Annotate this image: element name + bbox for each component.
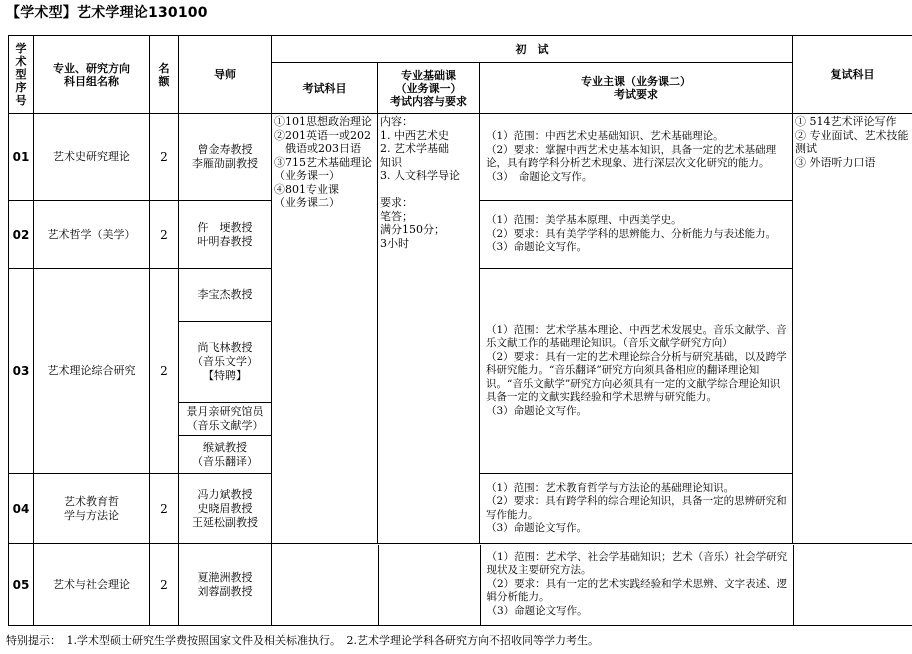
row-advisors: 景月亲研究馆员 （音乐文献学） (179, 403, 272, 436)
footnote: 特别提示： 1.学术型硕士研究生学费按照国家文件及相关标准执行。 2.艺术学理论学科各研究方向不招收同等学力考生。 (6, 634, 599, 647)
exam-subjects: ①101思想政治理论 ②201英语一或202 俄语或203日语 ③715艺术基础理论 （业务课一） ④801专业课 （业务课二） (272, 114, 378, 544)
header-subjects: 考试科目 (272, 63, 378, 114)
row-seq: 04 (9, 474, 34, 544)
row-seq: 01 (9, 114, 34, 201)
header-first-exam: 初 试 (272, 36, 793, 63)
row-requirements: （1）范围：中西艺术史基础知识、艺术基础理论。 （2）要求：掌握中西艺术史基本知识，具备一定的艺术基础理论，具有跨学科分析艺术现象、进行深层次文化研究的能力。 （3） 命题论文写作。 (480, 114, 793, 201)
row-advisors: 冯力斌教授 史晓眉教授 王延松副教授 (179, 474, 272, 544)
basic-course-content: 内容： 1. 中西艺术史 2. 艺术学基础 知识 3. 人文科学导论 要求： 笔答； 满分150分； 3小时 (378, 114, 480, 544)
row-advisors: 曾金寿教授 李雁劭副教授 (179, 114, 272, 201)
row-quota: 2 (150, 474, 179, 544)
row-requirements: （1）范围：艺术教育哲学与方法论的基础理论知识。 （2）要求：具有跨学科的综合理论知识，具备一定的思辨研究和写作能力。 （3）命题论文写作。 (480, 474, 793, 544)
row-requirements: （1）范围：美学基本原理、中西美学史。 （2）要求：具有美学学科的思辨能力、分析能力与表述能力。 （3）命题论文写作。 (480, 201, 793, 269)
row-major: 艺术理论综合研究 (34, 269, 150, 474)
row-major: 艺术史研究理论 (34, 114, 150, 201)
header-seq: 学 术 型 序 号 (9, 36, 34, 114)
header-retest: 复试科目 (793, 36, 912, 114)
row-advisors: 尚飞林教授 （音乐文学） 【特聘】 (179, 322, 272, 403)
header-basic-course: 专业基础课 （业务课一） 考试内容与要求 (378, 63, 480, 114)
row-quota: 2 (150, 114, 179, 201)
header-quota: 名 额 (150, 36, 179, 114)
row-advisors: 李宝杰教授 (179, 269, 272, 322)
row-requirements: （1）范围：艺术学、社会学基础知识；艺术（音乐）社会学研究现状及主要研究方法。 （2）要求：具有一定的艺术实践经验和学术思辨、文字表述、逻辑分析能力。 （3）命题论文写作。 (480, 545, 793, 625)
row-advisors: 仵 埂教授 叶明春教授 (179, 201, 272, 269)
row-quota: 2 (150, 544, 179, 626)
row-advisors: 缑斌教授 （音乐翻译） (179, 436, 272, 474)
header-main-course: 专业主课（业务课二） 考试要求 (480, 63, 793, 114)
header-advisor: 导师 (179, 36, 272, 114)
row-advisors: 夏滟洲教授 刘蓉副教授 (179, 544, 272, 626)
row-major: 艺术与社会理论 (34, 544, 150, 626)
row-major: 艺术哲学（美学） (34, 201, 150, 269)
row-quota: 2 (150, 269, 179, 474)
page-title: 【学术型】艺术学理论130100 (6, 5, 208, 21)
row-seq: 03 (9, 269, 34, 474)
admission-table (8, 35, 912, 626)
row-quota: 2 (150, 201, 179, 269)
row-major: 艺术教育哲 学与方法论 (34, 474, 150, 544)
row-requirements: （1）范围：艺术学基本理论、中西艺术发展史。音乐文献学、音乐文献工作的基础理论知识。（音乐文献学研究方向） （2）要求：具有一定的艺术理论综合分析与研究基础，以及跨学科研究能力。“音乐翻译”研究方向须具备相应的翻译理论知识。“音乐文献学”研究方向必须具有一定的文献学综合理论知识具备一定的文献实践经验和学术思辨与研究能力。 （3）命题论文写作。 (480, 269, 793, 474)
header-major: 专业、研究方向 科目组名称 (34, 36, 150, 114)
row-seq: 02 (9, 201, 34, 269)
row-seq: 05 (9, 544, 34, 626)
retest-subjects: ① 514艺术评论写作 ② 专业面试、艺术技能测试 ③ 外语听力口语 (793, 114, 912, 544)
